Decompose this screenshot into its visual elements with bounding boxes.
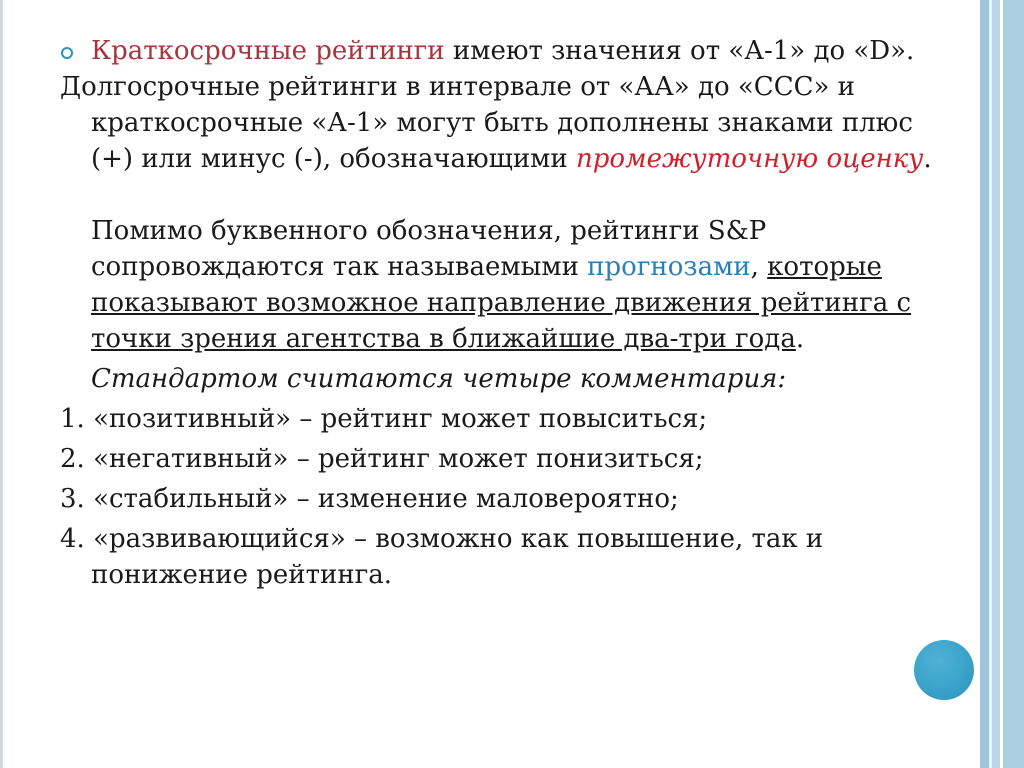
list-item: 4. «развивающийся» – возможно как повышение, так и понижение рейтинга. <box>60 524 824 590</box>
paragraph-text: Помимо буквенного обозначения, рейтинги S&P сопровождаются так называемыми <box>91 216 767 282</box>
bullet-text: имеют значения от «А-1» до «D». <box>444 36 915 66</box>
bullet-icon <box>61 47 73 59</box>
slide-body <box>60 33 940 593</box>
right-decor-stripe <box>992 0 1000 768</box>
paragraph-long-term <box>60 69 940 177</box>
list-item: 1. «позитивный» – рейтинг может повыситься; <box>60 404 708 434</box>
decor-circle <box>914 640 974 700</box>
bullet-paragraph <box>60 33 940 69</box>
paragraph-outlooks <box>60 213 940 357</box>
right-decor-stripe <box>980 0 989 768</box>
list-item: 2. «негативный» – рейтинг может понизиться; <box>60 444 704 474</box>
comma: , <box>750 252 768 282</box>
paragraph-end: . <box>795 324 805 354</box>
paragraph-text: Долгосрочные рейтинги в интервале от «АА» до «ССС» и краткосрочные «А-1» могут быть дополнены знаками плюс (+) или минус (-), обозначающими <box>60 72 913 174</box>
outlooks-term: прогнозами <box>587 252 751 282</box>
paragraph-end: . <box>923 144 932 174</box>
list-intro: Стандартом считаются четыре комментария: <box>91 364 787 394</box>
underlined-text: которые показывают возможное направление движения рейтинга с точки зрения агентства в ближайшие два-три года <box>91 252 912 354</box>
list-item: 3. «стабильный» – изменение маловероятно; <box>60 484 679 514</box>
term-short-ratings: Краткосрочные рейтинги <box>91 36 445 66</box>
right-decor-stripe <box>1003 0 1024 768</box>
emphasis-intermediate: промежуточную оценку <box>576 144 924 174</box>
left-border <box>0 0 3 768</box>
